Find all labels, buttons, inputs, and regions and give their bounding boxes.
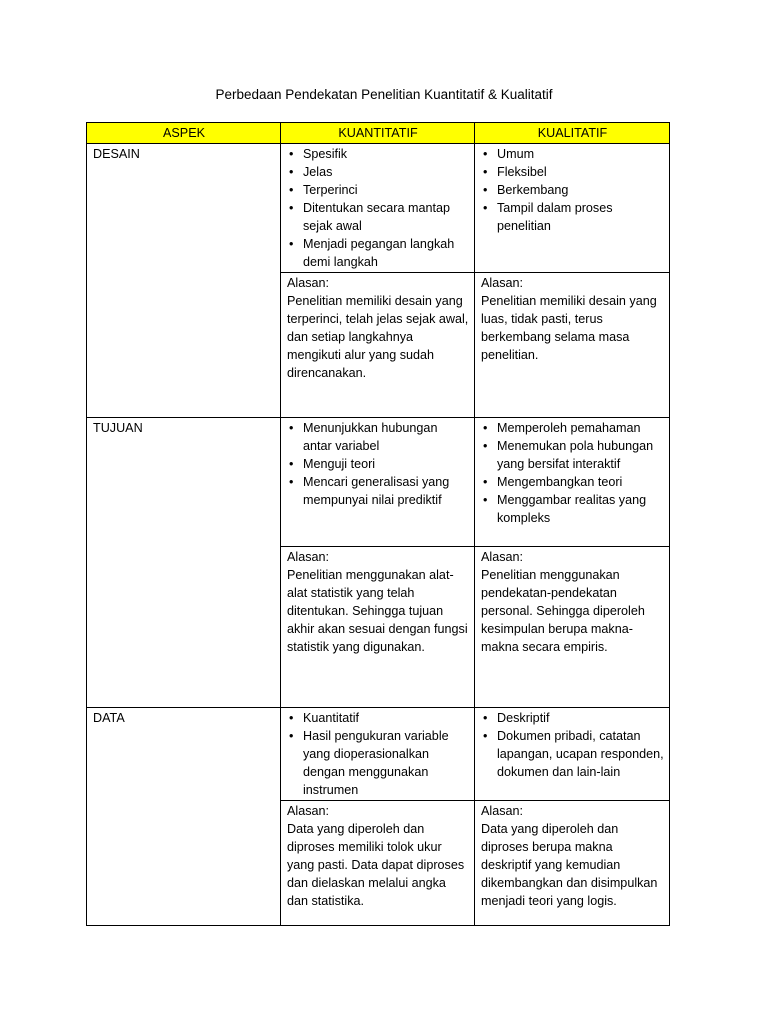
list-item: • Menguji teori xyxy=(287,455,469,473)
table-row xyxy=(87,418,670,547)
aspek-cell: DESAIN xyxy=(87,144,281,418)
list-item: • Jelas xyxy=(287,163,469,181)
alasan-text: Penelitian memiliki desain yang luas, tidak pasti, terus berkembang selama masa penelitian. xyxy=(481,294,657,362)
kuantitatif-list-cell xyxy=(281,708,475,801)
list-item: • Menunjukkan hubungan antar variabel xyxy=(287,419,469,455)
list-item: • Tampil dalam proses penelitian xyxy=(481,199,664,235)
list-item: • Umum xyxy=(481,145,664,163)
list-item: • Berkembang xyxy=(481,181,664,199)
kuantitatif-alasan-cell xyxy=(281,547,475,708)
list-item: • Dokumen pribadi, catatan lapangan, ucapan responden, dokumen dan lain-lain xyxy=(481,727,664,781)
header-kualitatif: KUALITATIF xyxy=(475,123,670,144)
list-item: • Menemukan pola hubungan yang bersifat interaktif xyxy=(481,437,664,473)
kuantitatif-alasan-cell xyxy=(281,273,475,418)
comparison-table xyxy=(86,122,670,926)
aspek-cell: TUJUAN xyxy=(87,418,281,708)
list-item: • Ditentukan secara mantap sejak awal xyxy=(287,199,469,235)
alasan-label: Alasan: xyxy=(481,276,524,290)
header-kuantitatif: KUANTITATIF xyxy=(281,123,475,144)
alasan-label: Alasan: xyxy=(481,804,524,818)
table-header-row xyxy=(87,123,670,144)
kuantitatif-list-cell xyxy=(281,418,475,547)
alasan-text: Penelitian memiliki desain yang terperinci, telah jelas sejak awal, dan setiap langkahnya mengikuti alur yang sudah direncanakan. xyxy=(287,294,469,380)
list-item: • Menggambar realitas yang kompleks xyxy=(481,491,664,527)
list-item: • Fleksibel xyxy=(481,163,664,181)
list-item: • Deskriptif xyxy=(481,709,664,727)
alasan-label: Alasan: xyxy=(287,550,330,564)
kualitatif-list-cell xyxy=(475,418,670,547)
list-item: • Spesifik xyxy=(287,145,469,163)
kualitatif-alasan-cell xyxy=(475,273,670,418)
list-item: • Mengembangkan teori xyxy=(481,473,664,491)
page-title: Perbedaan Pendekatan Penelitian Kuantitatif & Kualitatif xyxy=(215,87,553,102)
alasan-text: Data yang diperoleh dan diproses berupa makna deskriptif yang kemudian dikembangkan dan disimpulkan menjadi teori yang logis. xyxy=(481,822,658,908)
kualitatif-list-cell xyxy=(475,144,670,273)
list-item: • Menjadi pegangan langkah demi langkah xyxy=(287,235,469,271)
table-row xyxy=(87,144,670,273)
kualitatif-alasan-cell xyxy=(475,801,670,926)
alasan-text: Penelitian menggunakan pendekatan-pendekatan personal. Sehingga diperoleh kesimpulan berupa makna-makna secara empiris. xyxy=(481,568,645,654)
alasan-label: Alasan: xyxy=(481,550,524,564)
header-aspek: ASPEK xyxy=(87,123,281,144)
kuantitatif-list-cell xyxy=(281,144,475,273)
list-item: • Terperinci xyxy=(287,181,469,199)
aspek-cell: DATA xyxy=(87,708,281,926)
kuantitatif-alasan-cell xyxy=(281,801,475,926)
list-item: • Hasil pengukuran variable yang dioperasionalkan dengan menggunakan instrumen xyxy=(287,727,469,799)
list-item: • Memperoleh pemahaman xyxy=(481,419,664,437)
kualitatif-list-cell xyxy=(475,708,670,801)
alasan-label: Alasan: xyxy=(287,804,330,818)
kualitatif-alasan-cell xyxy=(475,547,670,708)
alasan-label: Alasan: xyxy=(287,276,330,290)
table-row xyxy=(87,708,670,801)
alasan-text: Data yang diperoleh dan diproses memiliki tolok ukur yang pasti. Data dapat diproses dan dielaskan melalui angka dan statistika. xyxy=(287,822,465,908)
list-item: • Kuantitatif xyxy=(287,709,469,727)
list-item: • Mencari generalisasi yang mempunyai nilai prediktif xyxy=(287,473,469,509)
alasan-text: Penelitian menggunakan alat-alat statistik yang telah ditentukan. Sehingga tujuan akhir akan sesuai dengan fungsi statistik yang digunakan. xyxy=(287,568,468,654)
